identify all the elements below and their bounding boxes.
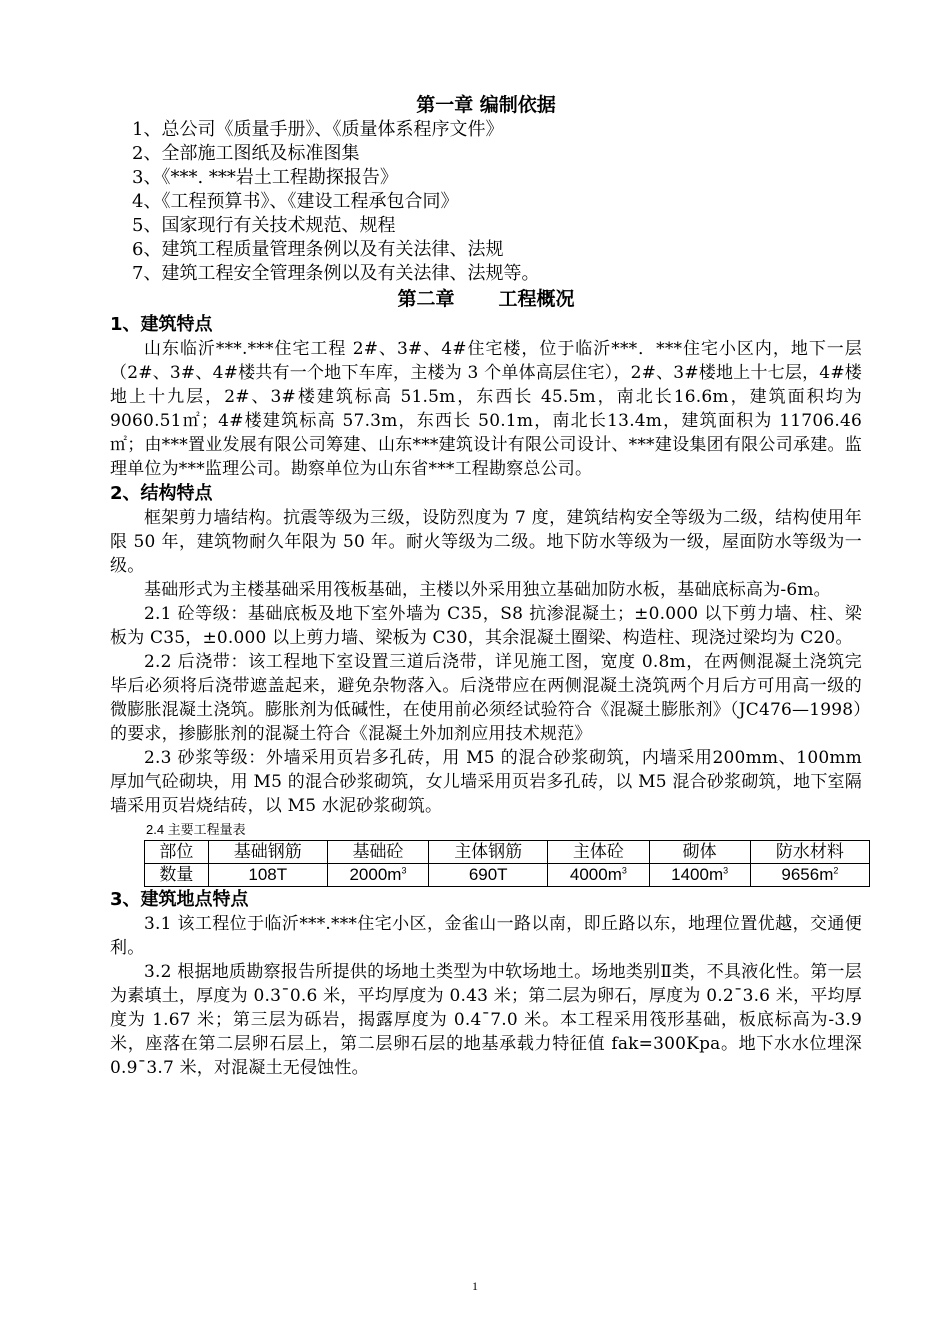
chapter2-title (110, 286, 862, 312)
basis-item-2: 2、全部施工图纸及标准图集 (132, 143, 360, 164)
value-cell (208, 864, 327, 887)
value-cell (649, 864, 750, 887)
unit-exponent: 2 (833, 865, 839, 876)
value-text: 1400m (671, 865, 724, 884)
basis-item-6: 6、建筑工程质量管理条例以及有关法律、法规 (132, 239, 504, 260)
structure-paragraph-2: 基础形式为主楼基础采用筏板基础，主楼以外采用独立基础加防水板，基础底标高为-6m。 (144, 580, 831, 600)
basis-item-3: 3、《***. ***岩土工程勘探报告》 (132, 167, 398, 188)
mortar-grade-paragraph: 2.3 砂浆等级：外墙采用页岩多孔砖，用 M5 的混合砂浆砌筑，内墙采用200mm、100mm 厚加气砼砌块，用 M5 的混合砂浆砌筑，女儿墙采用页岩多孔砖，以 M5 混合砂浆砌筑，地下室隔墙采用页岩烧结砖，以 M5 水泥砂浆砌筑。 (110, 748, 862, 816)
value-cell (750, 864, 869, 887)
page-number: 1 (472, 1279, 478, 1293)
section2-title: 2、结构特点 (110, 483, 213, 504)
concrete-grade-paragraph: 2.1 砼等级：基础底板及地下室外墙为 C35，S8 抗渗混凝土；±0.000 以下剪力墙、柱、梁板为 C35，±0.000 以上剪力墙、梁板为 C30，其余混凝土圈梁、构造柱、现浇过梁均为 C20。 (110, 604, 862, 648)
header-cell: 砌体 (649, 841, 750, 864)
geology-paragraph: 3.2 根据地质勘察报告所提供的场地土类型为中软场地土。场地类别Ⅱ类，不具液化性。第一层为素填土，厚度为 0.3¯0.6 米，平均厚度为 0.43 米；第二层为卵石，厚度为 0.2¯3.6 米，平均厚度为 1.67 米；第三层为砾岩，揭露厚度为 0.4¯7.0 米。本工程采用筏形基础，板底标高为-3.9 米，座落在第二层卵石层上，第二层卵石层的地基承载力特征值 fak=300Kpa。地下水水位埋深 0.9¯3.7 米，对混凝土无侵蚀性。 (110, 962, 862, 1078)
section1-paragraph: 山东临沂***.***住宅工程 2#、3#、4#住宅楼，位于临沂***．***住宅小区内，地下一层（2#、3#、4#楼共有一个地下车库，主楼为 3 个单体高层住宅），2#、3#楼地上十七层，4#楼地上十九层，2#、3#楼建筑标高 51.5m，东西长 45.5m，南北长16.6m，建筑面积均为 9060.51㎡；4#楼建筑标高 57.3m，东西长 50.1m，南北长13.4m，建筑面积为 11706.46㎡；由***置业发展有限公司筹建、山东***建筑设计有限公司设计、***建设集团有限公司承建。监理单位为***监理公司。勘察单位为山东省***工程勘察总公司。 (110, 339, 862, 479)
basis-item-4: 4、《工程预算书》、《建设工程承包合同》 (132, 191, 459, 212)
unit-exponent: 3 (723, 865, 729, 876)
value-text: 9656m (781, 865, 834, 884)
header-cell: 主体砼 (548, 841, 649, 864)
row-label-cell: 数量 (145, 864, 209, 887)
quantity-table-value-row (145, 864, 870, 887)
header-cell: 基础砼 (327, 841, 428, 864)
post-pour-strip-paragraph: 2.2 后浇带：该工程地下室设置三道后浇带，详见施工图，宽度 0.8m，在两侧混凝土浇筑完毕后必须将后浇带遮盖起来，避免杂物落入。后浇带应在两侧混凝土浇筑两个月后方可用高一级的微膨胀混凝土浇筑。膨胀剂为低碱性，在使用前必须经试验符合《混凝土膨胀剂》（JC476—1998）的要求，掺膨胀剂的混凝土符合《混凝土外加剂应用技术规范》 (110, 652, 862, 744)
document-page (110, 92, 862, 1080)
chapter2-number: 第二章 (397, 288, 455, 310)
value-cell (429, 864, 548, 887)
unit-exponent: 3 (621, 865, 627, 876)
site-location-paragraph: 3.1 该工程位于临沂***.***住宅小区，金雀山一路以南，即丘路以东，地理位置优越，交通便利。 (110, 914, 862, 958)
value-text: 690T (468, 865, 508, 884)
value-text: 4000m (569, 865, 622, 884)
structure-paragraph-1: 框架剪力墙结构。抗震等级为三级，设防烈度为 7 度，建筑结构安全等级为二级，结构使用年限 50 年，建筑物耐久年限为 50 年。耐火等级为二级。地下防水等级为一级，屋面防水等级为一级。 (110, 508, 862, 576)
header-cell: 主体钢筋 (429, 841, 548, 864)
basis-item-5: 5、国家现行有关技术规范、规程 (132, 215, 396, 236)
quantity-table (144, 840, 870, 887)
chapter2-name: 工程概况 (498, 288, 575, 310)
value-text: 108T (248, 865, 288, 884)
value-cell (548, 864, 649, 887)
section3-title: 3、建筑地点特点 (110, 889, 249, 910)
quantity-table-caption: 2.4 主要工程量表 (146, 822, 246, 837)
section1-title: 1、建筑特点 (110, 314, 213, 335)
unit-exponent: 3 (401, 865, 407, 876)
header-cell: 部位 (145, 841, 209, 864)
value-text: 2000m (349, 865, 402, 884)
header-cell: 防水材料 (750, 841, 869, 864)
value-cell (327, 864, 428, 887)
quantity-table-header-row (145, 841, 870, 864)
basis-item-1: 1、总公司《质量手册》、《质量体系程序文件》 (132, 119, 504, 140)
chapter1-title: 第一章 编制依据 (416, 94, 556, 116)
header-cell: 基础钢筋 (208, 841, 327, 864)
basis-item-7: 7、建筑工程安全管理条例以及有关法律、法规等。 (132, 263, 540, 284)
